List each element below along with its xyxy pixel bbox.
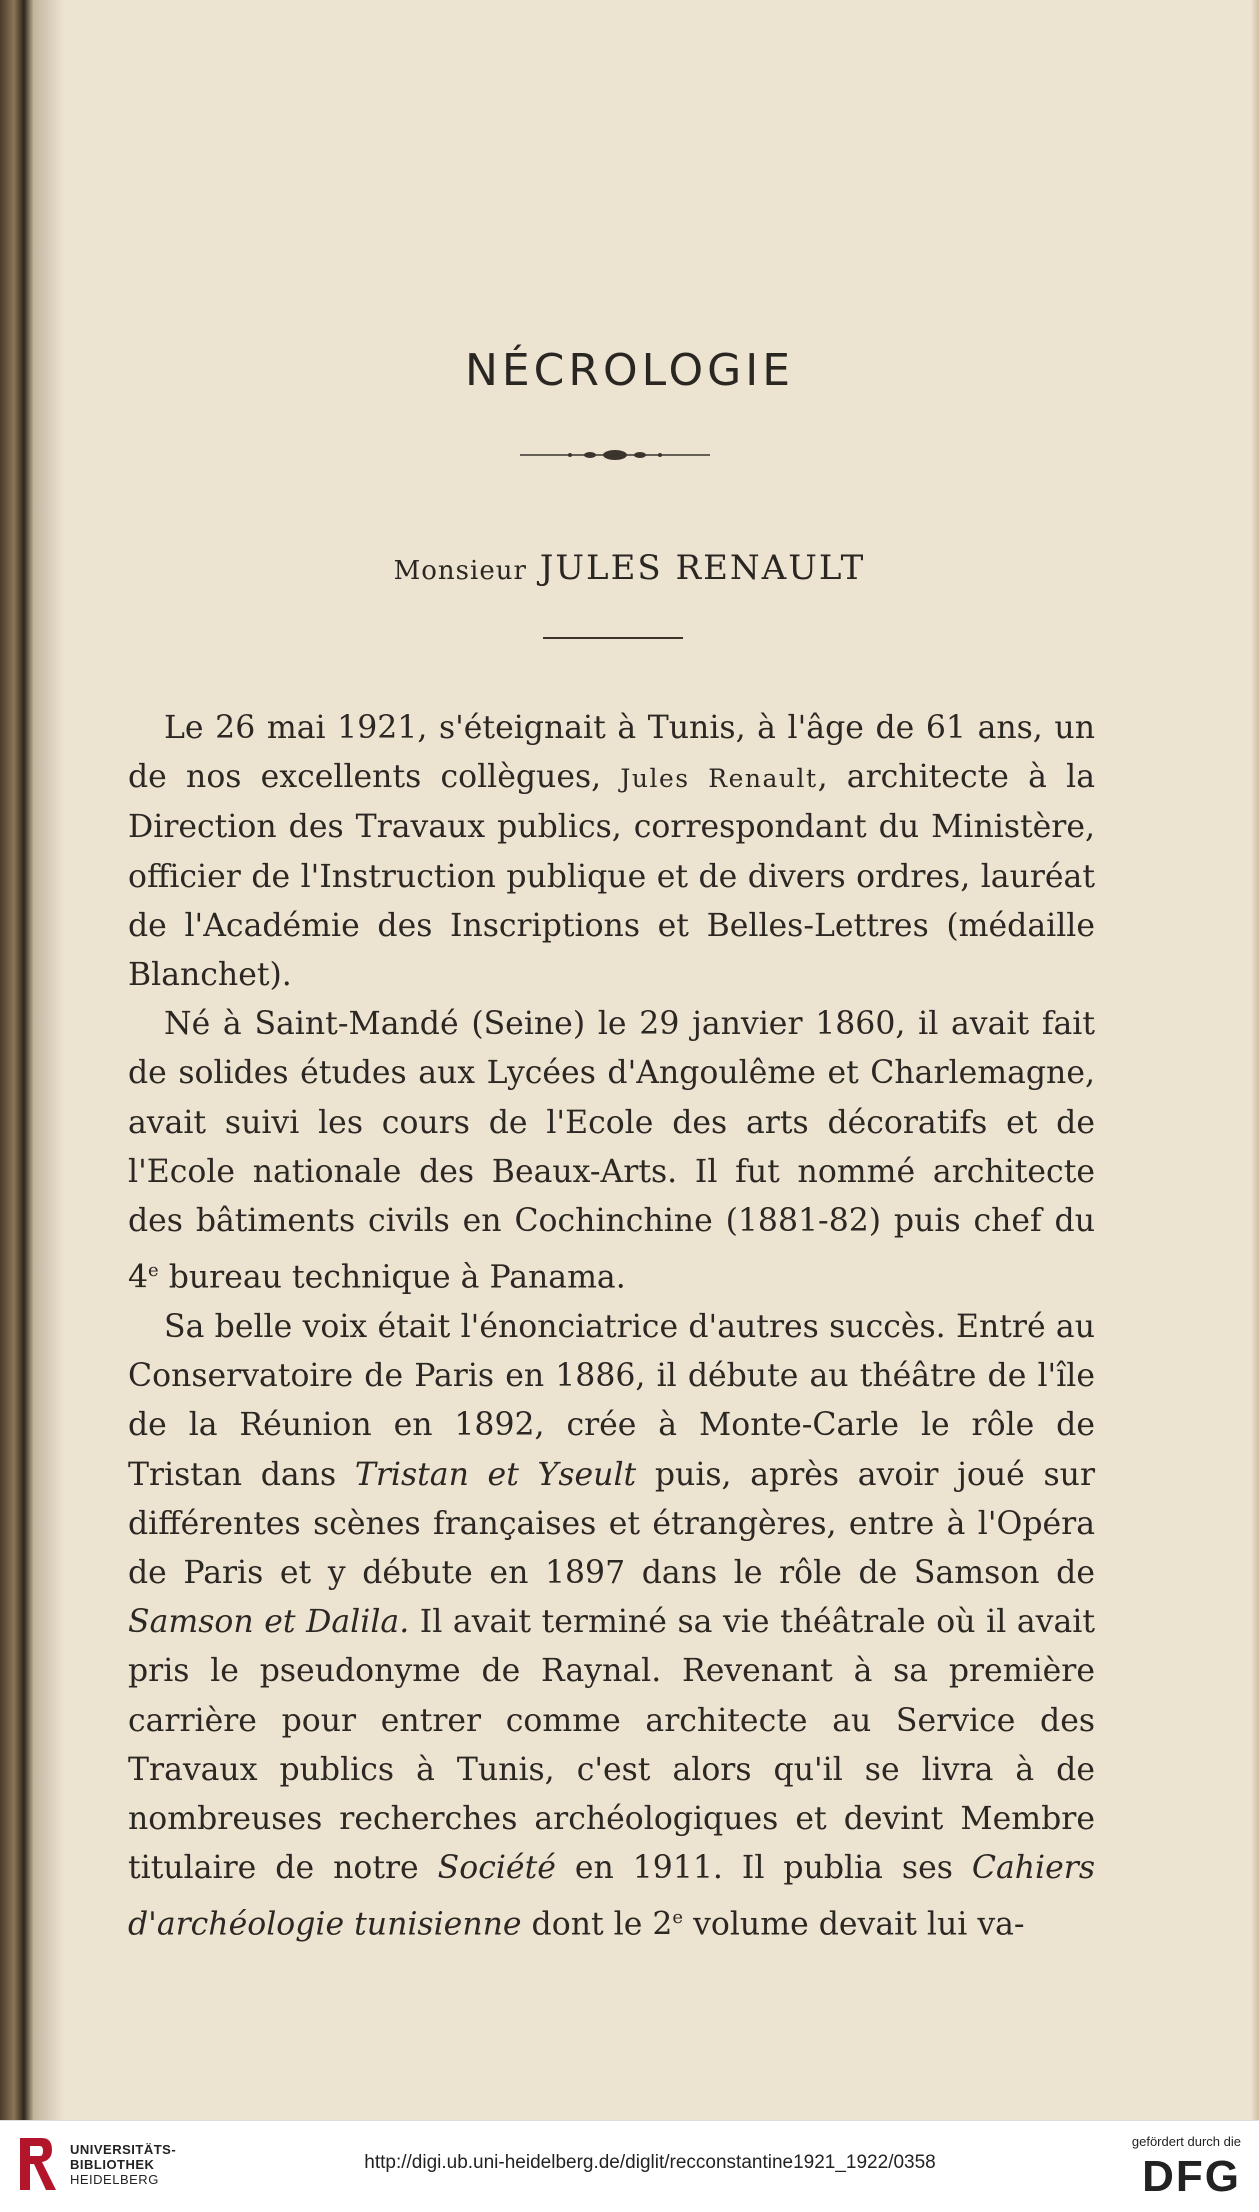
opera-title-tristan: Tristan et Yseult — [354, 1456, 637, 1493]
paragraph-3: Sa belle voix était l'énonciatrice d'autres succès. Entré au Conservatoire de Paris en 1886, il débute au théâtre de l'île de la Réunion en 1892, crée à Monte-Carle le rôle de Tristan dans Tristan et Yseult puis, après avoir joué sur différentes scènes françaises et étrangères, entre à l'Opéra de Paris et y débute en 1897 dans le rôle de Samson de Samson et Dalila. Il avait terminé sa vie théâtrale où il avait pris le pseudonyme de Raynal. Revenant à sa première carrière pour entrer comme architecte au Service des Travaux publics à Tunis, c'est alors qu'il se livra à de nombreuses recherches archéologiques et devint Membre titulaire de notre Société en 1911. Il publia ses Cahiers d'archéologie tunisienne dont le 2e volume devait lui va- — [128, 1308, 1095, 1943]
permalink-url[interactable]: http://digi.ub.uni-heidelberg.de/diglit/recconstantine1921_1922/0358 — [364, 2152, 936, 2173]
page-edge — [1251, 0, 1259, 2120]
title-rule — [543, 637, 683, 639]
library-name: UNIVERSITÄTS- BIBLIOTHEK HEIDELBERG — [70, 2142, 177, 2187]
person-name: Jules Renault — [620, 764, 818, 794]
funded-by-label: gefördert durch die — [1131, 2134, 1241, 2149]
book-binding-edge — [0, 0, 34, 2120]
paragraph-1: Le 26 mai 1921, s'éteignait à Tunis, à l'âge de 61 ans, un de nos excellents collègues, Jules Renault, architecte à la Direction des Travaux publics, correspondant du Ministère, officier de l'Instruction publique et de divers ordres, lauréat de l'Académie des Inscriptions et Belles-Lettres (médaille Blanchet). — [128, 710, 1095, 994]
subject-prefix: Monsieur — [393, 556, 527, 586]
article-body — [128, 704, 1095, 1950]
dfg-logo: DFG — [1142, 2152, 1241, 2201]
subject-name: JULES RENAULT — [539, 548, 866, 588]
ornament-divider-icon — [520, 447, 710, 463]
opera-title-samson: Samson et Dalila. — [128, 1604, 410, 1641]
spine-shadow — [34, 0, 64, 2120]
obituary-subject — [0, 548, 1259, 588]
university-library-logo-icon — [12, 2128, 62, 2198]
paragraph-2: Né à Saint-Mandé (Seine) le 29 janvier 1860, il avait fait de solides études aux Lycées d'Angoulême et Charlemagne, avait suivi les cours de l'Ecole des arts décoratifs et de l'Ecole nationale des Beaux-Arts. Il fut nommé architecte des bâtiments civils en Cochinchine (1881-82) puis chef du 4e bureau technique à Panama. — [128, 1006, 1095, 1296]
society-name: Société — [437, 1850, 556, 1887]
page-title: NÉCROLOGIE — [464, 345, 795, 396]
publication-title: Cahiers d'archéologie tunisienne — [128, 1850, 1095, 1943]
